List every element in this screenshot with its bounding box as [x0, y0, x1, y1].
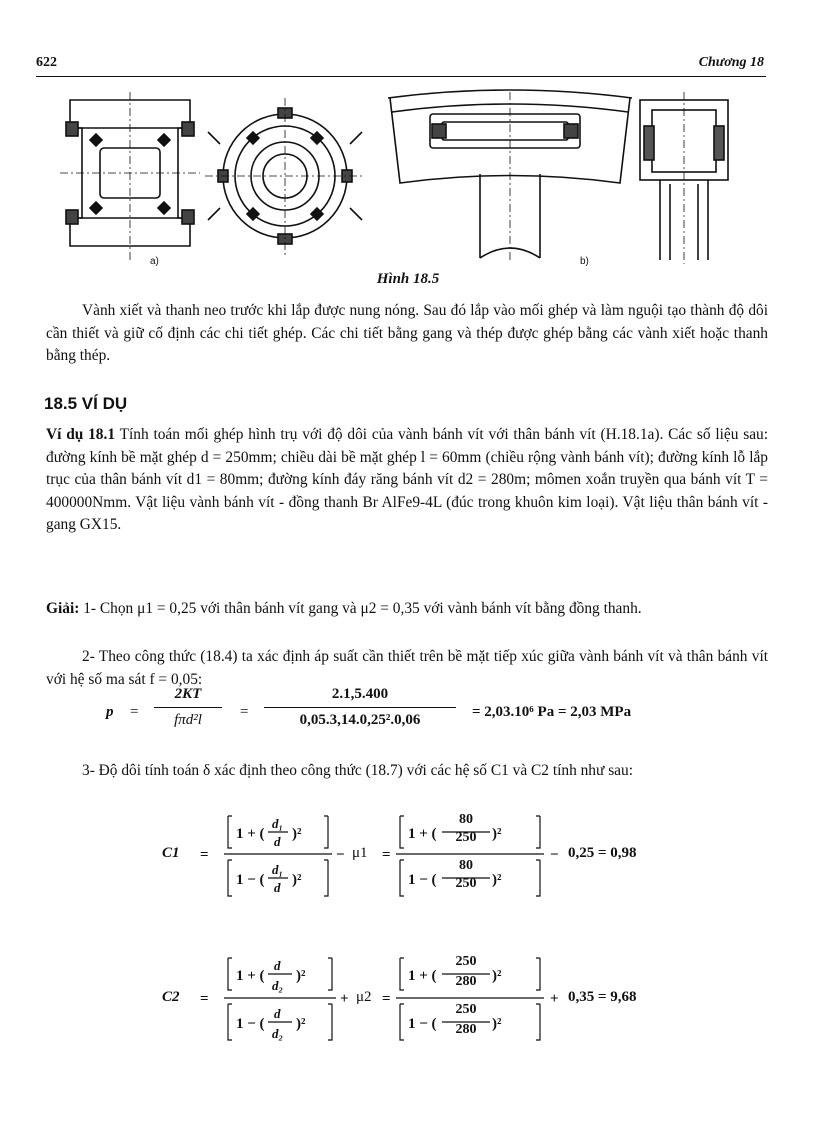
eq-c2-num-top: 250	[455, 954, 477, 969]
page-header	[36, 52, 766, 77]
svg-text:1 + (: 1 + (	[236, 826, 265, 842]
svg-text:)²: )²	[492, 1016, 502, 1032]
figure-label-a: a)	[150, 256, 159, 267]
svg-text:1 − (: 1 − (	[236, 1016, 265, 1032]
svg-text:1 − (: 1 − (	[236, 872, 265, 888]
solution-step-1-text: 1- Chọn μ1 = 0,25 với thân bánh vít gang và μ2 = 0,35 với vành bánh vít bằng đồng thanh.	[83, 600, 642, 617]
chapter-title: Chương 18	[698, 55, 764, 70]
paragraph-intro	[46, 300, 768, 368]
svg-text:−: −	[550, 847, 559, 863]
eq-c1-result: 0,25 = 0,98	[568, 845, 637, 861]
drawing-b-segment	[388, 90, 632, 263]
eq-p-den2: 0,05.3,14.0,25².0,06	[299, 712, 421, 728]
eq-c2-den-top: 280	[455, 974, 477, 989]
svg-text:)²: )²	[492, 968, 502, 984]
svg-text:+: +	[340, 991, 349, 1007]
svg-text:+: +	[550, 991, 559, 1007]
svg-text:=: =	[200, 991, 209, 1007]
svg-text:)²: )²	[492, 872, 502, 888]
solution-step-2	[46, 646, 768, 691]
eq-p-den1: fπd²l	[174, 712, 202, 728]
drawing-a-side-view	[60, 92, 200, 260]
solution-step-2-text: 2- Theo công thức (18.4) ta xác định áp suất cần thiết trên bề mặt tiếp xúc giữa vành bánh vít và thân bánh vít với hệ số ma sát f = 0,05:	[46, 648, 768, 688]
eq-p-lhs: p	[106, 704, 114, 720]
eq-p-num2: 2.1,5.400	[331, 686, 389, 702]
eq-c1-den-bot: 250	[455, 876, 477, 891]
page-number: 622	[36, 55, 57, 70]
svg-text:d₂: d₂	[272, 1026, 284, 1041]
eq-c2-lhs: C2	[162, 989, 180, 1005]
svg-text:=: =	[382, 991, 391, 1007]
svg-text:)²: )²	[292, 872, 302, 888]
eq-c2-num-bot: 250	[455, 1002, 477, 1017]
svg-text:d: d	[274, 834, 281, 849]
eq-c1-lhs: C1	[162, 845, 180, 861]
svg-text:=: =	[200, 847, 209, 863]
eq-c1-mu: μ1	[352, 845, 368, 861]
svg-text:)²: )²	[296, 1016, 306, 1032]
eq-p-result: = 2,03.10⁶ Pa = 2,03 MPa	[472, 704, 632, 720]
svg-text:d₁: d₁	[272, 816, 284, 831]
eq-p-frac2	[260, 686, 460, 728]
svg-text:1 − (: 1 − (	[408, 1016, 437, 1032]
svg-text:−: −	[336, 847, 345, 863]
svg-text:)²: )²	[492, 826, 502, 842]
svg-text:d: d	[274, 1006, 281, 1021]
solution-step-3	[46, 760, 768, 783]
eq-c1-num-bot: 80	[459, 858, 473, 873]
solution-label: Giải:	[46, 600, 80, 617]
equation-pressure: p = 2KT fπd²l = 2.1,5.400 0,05.3,14.0,25².0,06 = 2,03.10⁶ Pa = 2,03 MPa	[106, 686, 632, 728]
eq-p-num1: 2KT	[174, 686, 202, 702]
svg-text:1 − (: 1 − (	[408, 872, 437, 888]
drawing-b-section	[640, 92, 728, 264]
example-block	[46, 424, 768, 537]
example-label: Ví dụ 18.1	[46, 426, 116, 443]
equations-coefficients	[150, 808, 790, 1108]
eq-c2-result: 0,35 = 9,68	[568, 989, 637, 1005]
svg-text:1 + (: 1 + (	[236, 968, 265, 984]
eq-p-frac1	[148, 686, 228, 728]
svg-text:=: =	[382, 847, 391, 863]
svg-text:)²: )²	[292, 826, 302, 842]
eq-c1-num-top: 80	[459, 812, 473, 827]
eq-c2-den-bot: 280	[455, 1022, 477, 1037]
paragraph-intro-text: Vành xiết và thanh neo trước khi lắp được nung nóng. Sau đó lắp vào mối ghép và làm nguội tạo thành độ dôi cần thiết và giữ cố định các chi tiết ghép. Các chi tiết bằng gang và thép được ghép bằng các vành xiết hoặc thanh bằng thép.	[46, 302, 768, 364]
example-text: Tính toán mối ghép hình trụ với độ dôi của vành bánh vít với thân bánh vít (H.18.1a). Các số liệu sau: đường kính bề mặt ghép d = 250mm; chiều dài bề mặt ghép l = 60mm (chiều rộng vành bánh vít); đường kính lỗ lắp trục của thân bánh vít d1 = 80mm; đường kính đáy răng bánh vít d2 = 280m; mômen xoắn truyền qua bánh vít T = 400000Nmm. Vật liệu vành bánh vít - đồng thanh Br AlFe9-4L (đúc trong khuôn kim loại). Vật liệu thân bánh vít - gang GX15.	[46, 426, 769, 533]
figure-label-b: b)	[580, 256, 589, 267]
figure-drawing	[40, 88, 770, 268]
figure-caption: Hình 18.5	[376, 271, 440, 287]
svg-text:1 + (: 1 + (	[408, 968, 437, 984]
drawing-a-front-view	[205, 98, 365, 258]
eq-c1-den-top: 250	[455, 830, 477, 845]
solution-step-3-text: 3- Độ dôi tính toán δ xác định theo công thức (18.7) với các hệ số C1 và C2 tính như sau:	[82, 762, 633, 779]
figure-18-5	[40, 88, 770, 268]
svg-text:d: d	[274, 958, 281, 973]
svg-text:d: d	[274, 880, 281, 895]
eq-c2-mu: μ2	[356, 989, 372, 1005]
section-heading: 18.5 VÍ DỤ	[44, 394, 128, 413]
svg-text:)²: )²	[296, 968, 306, 984]
svg-text:d₂: d₂	[272, 978, 284, 993]
solution-step-1	[46, 598, 768, 621]
svg-text:1 + (: 1 + (	[408, 826, 437, 842]
svg-text:d₁: d₁	[272, 862, 284, 877]
